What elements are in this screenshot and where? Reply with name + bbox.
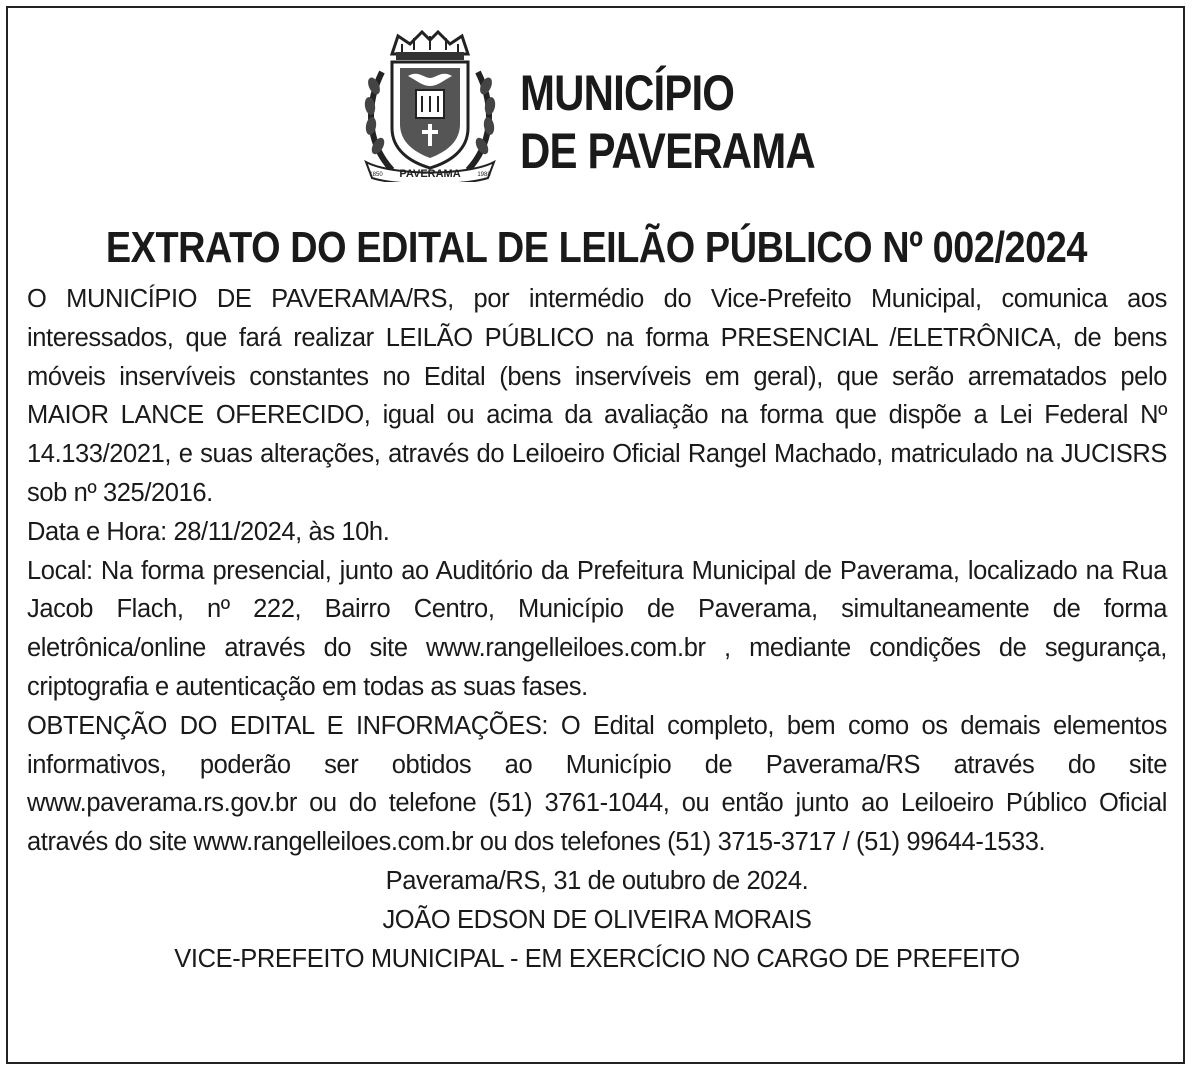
crest-ribbon-text: PAVERAMA	[399, 168, 461, 180]
signature-role: VICE-PREFEITO MUNICIPAL - EM EXERCÍCIO NO CARGO DE PREFEITO	[174, 944, 1020, 973]
signature-name: JOÃO EDSON DE OLIVEIRA MORAIS	[382, 905, 812, 934]
info-paragraph: OBTENÇÃO DO EDITAL E INFORMAÇÕES: O Edital completo, bem como os demais elementos informativos, poderão ser obtidos ao Município de Paverama/RS através do site www.paverama.rs.gov.br ou do telefone (51) 3761-1044, ou então junto ao Leiloeiro Público Oficial através do site www.rangelleiloes.com.br ou dos telefones (51) 3715-3717 / (51) 99644-1533.	[27, 711, 1167, 857]
date-paragraph: Data e Hora: 28/11/2024, às 10h.	[27, 517, 390, 546]
document-body	[27, 280, 1167, 978]
intro-paragraph: O MUNICÍPIO DE PAVERAMA/RS, por intermédio do Vice-Prefeito Municipal, comunica aos interessados, que fará realizar LEILÃO PÚBLICO na forma PRESENCIAL /ELETRÔNICA, de bens móveis inservíveis constantes no Edital (bens inservíveis em geral), que serão arrematados pelo MAIOR LANCE OFERECIDO, igual ou acima da avaliação na forma que dispõe a Lei Federal Nº 14.133/2021, e suas alterações, através do Leiloeiro Oficial Rangel Machado, matriculado na JUCISRS sob nº 325/2016.	[27, 285, 1167, 507]
coat-of-arms-icon	[352, 24, 508, 182]
location-paragraph: Local: Na forma presencial, junto ao Auditório da Prefeitura Municipal de Paverama, localizado na Rua Jacob Flach, nº 222, Bairro Centro, Município de Paverama, simultaneamente de forma eletrônica/online através do site www.rangelleiloes.com.br , mediante condições de segurança, criptografia e autenticação em todas as suas fases.	[27, 556, 1167, 701]
municipality-line-2: DE PAVERAMA	[520, 123, 815, 179]
crest-year-left: 1850	[369, 172, 383, 178]
crest-year-right: 1988	[477, 172, 491, 178]
document-title	[0, 222, 1193, 274]
header	[352, 24, 852, 184]
document-title-text: EXTRATO DO EDITAL DE LEILÃO PÚBLICO Nº 002/2024	[105, 223, 1088, 272]
signature-place-date: Paverama/RS, 31 de outubro de 2024.	[385, 866, 809, 895]
municipality-line-1: MUNICÍPIO	[520, 65, 735, 121]
municipality-name	[520, 64, 815, 180]
